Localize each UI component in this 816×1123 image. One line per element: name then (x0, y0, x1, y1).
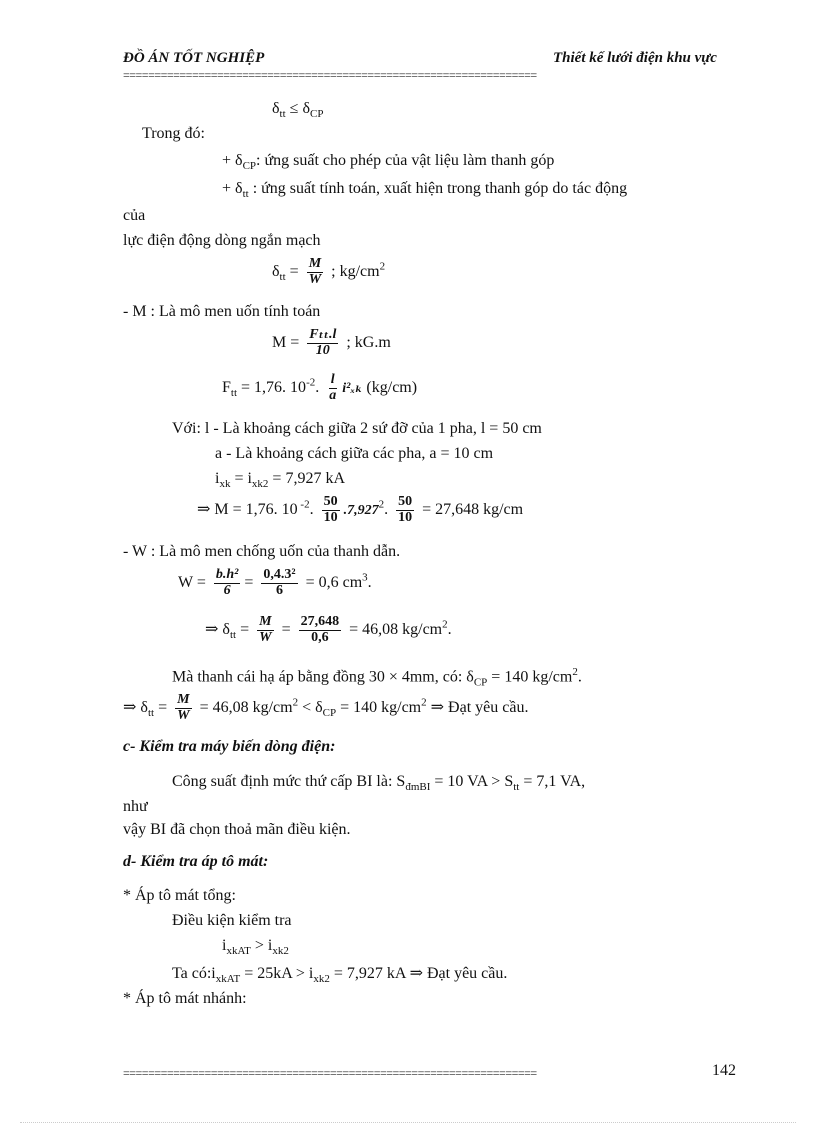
heading-c: c- Kiểm tra máy biến dòng điện: (123, 738, 336, 755)
voi-line-2: a - Là khoảng cách giữa các pha, a = 10 cm (215, 445, 494, 462)
conclusion-line: ⇒ $\delta_{tt}$ = $\frac{M}{W}$ = 46,08 $kg/cm^2 < \delta_{CP} = 140$ $kg/cm^2$ ⇒ Đạt yêu cầu. (123, 692, 529, 723)
cua-text: của (123, 207, 146, 224)
header-left: ĐỒ ÁN TỐT NGHIỆP (123, 50, 265, 66)
formula-ftt: $F_{tt} = 1,76$. $10^{-2}$. $\frac{l}{a}$ i²ₓₖ (kg/cm) (222, 372, 418, 403)
footer-rule: ================================================================== (123, 1066, 537, 1080)
bullet-tt: + $\delta_{tt}$ : ứng suất tính toán, xuất hiện trong thanh góp do tác động (222, 180, 628, 201)
m-calculation: ⇒ M = 1,76. 10 $^{-2}$. $\frac{50}{10}$ .7,927$^2$. $\frac{50}{10}$ = 27,648 kg/cm (197, 494, 524, 525)
fraction-l-over-a: $\frac{l}{a}$ (329, 372, 337, 403)
trong-do: Trong đó: (142, 125, 205, 142)
fraction-27648-06: $\frac{27,648}{0,6}$ (300, 614, 340, 645)
ma-thanh-cai: Mà thanh cái hạ áp bằng đồng 30 × 4mm, có: $\delta_{CP} = 140$ $kg/cm^2$. (172, 666, 582, 689)
ap-tong: * Áp tô mát tổng: (123, 887, 236, 904)
formula-delta-tt: $\delta_{tt}$ = $\frac{M}{W}$ ; $kg/cm^2$ (272, 256, 386, 287)
luc-text: lực điện động dòng ngắn mạch (123, 232, 321, 249)
fraction-m-w-2: $\frac{M}{W}$ (259, 614, 272, 645)
fraction-m-w-3: $\frac{M}{W}$ (177, 692, 190, 723)
ik-condition: $i_{xkAT} > i_{xk2}$ (222, 937, 289, 958)
header-rule: ================================================================== (123, 68, 537, 82)
fraction-ftt-l: $\frac{\text{Fₜₜ.l}}{10}$ (309, 327, 337, 358)
m-definition: - M : Là mô men uốn tính toán (123, 303, 321, 320)
condition: $\delta_{tt} \le \delta_{CP}$ (272, 100, 324, 121)
w-calculation: W = $\frac{\text{b.h²}}{6}$ = $\frac{\text{0,4.3²}}{6}$ = 0,6 $cm^3$. (178, 567, 372, 598)
fraction-50-10-a: $\frac{50}{10}$ (323, 494, 338, 525)
header-right: Thiết kế lưới điện khu vực (553, 50, 717, 66)
vay-text: vậy BI đã chọn thoả mãn điều kiện. (123, 821, 351, 838)
dieu-kien: Điều kiện kiểm tra (172, 912, 292, 929)
bi-line: Công suất định mức thứ cấp BI là: $S_{đmBI} = 10$ VA > $S_{tt} = 7,1$ VA, (172, 773, 586, 794)
ap-nhanh: * Áp tô mát nhánh: (123, 990, 247, 1007)
fraction-m-over-w: $\frac{M}{W}$ (308, 256, 322, 287)
heading-d: d- Kiểm tra áp tô mát: (123, 853, 269, 870)
fraction-50-10-b: $\frac{50}{10}$ (398, 494, 413, 525)
w-definition: - W : Là mô men chống uốn của thanh dẫn. (123, 543, 401, 560)
ta-co-line: Ta $có:i_{xkAT} = 25kA > i_{xk2} = 7,927$ kA ⇒ Đạt yêu cầu. (172, 965, 508, 986)
formula-m: M = $\frac{\text{Fₜₜ.l}}{10}$ ; kG.m (272, 327, 391, 358)
bullet-cp: + $\delta_{CP}$: ứng suất cho phép của vật liệu làm thanh góp (222, 152, 555, 173)
delta-calculation: ⇒ $\delta_{tt}$ = $\frac{M}{W}$ = $\frac{27,648}{0,6}$ = 46,08 $kg/cm^2$. (205, 614, 452, 645)
nhu-text: như (123, 798, 148, 815)
fraction-bh2-6: $\frac{\text{b.h²}}{6}$ (215, 567, 239, 598)
voi-line-1: Với: l - Là khoảng cách giữa 2 sứ đỡ của 1 pha, l = 50 cm (172, 420, 542, 437)
fraction-043-6: $\frac{\text{0,4.3²}}{6}$ (263, 567, 296, 598)
ixk-line: $i_{xk} = i_{xk2} = 7,927$ kA (215, 470, 345, 491)
page-number: 142 (712, 1062, 736, 1079)
